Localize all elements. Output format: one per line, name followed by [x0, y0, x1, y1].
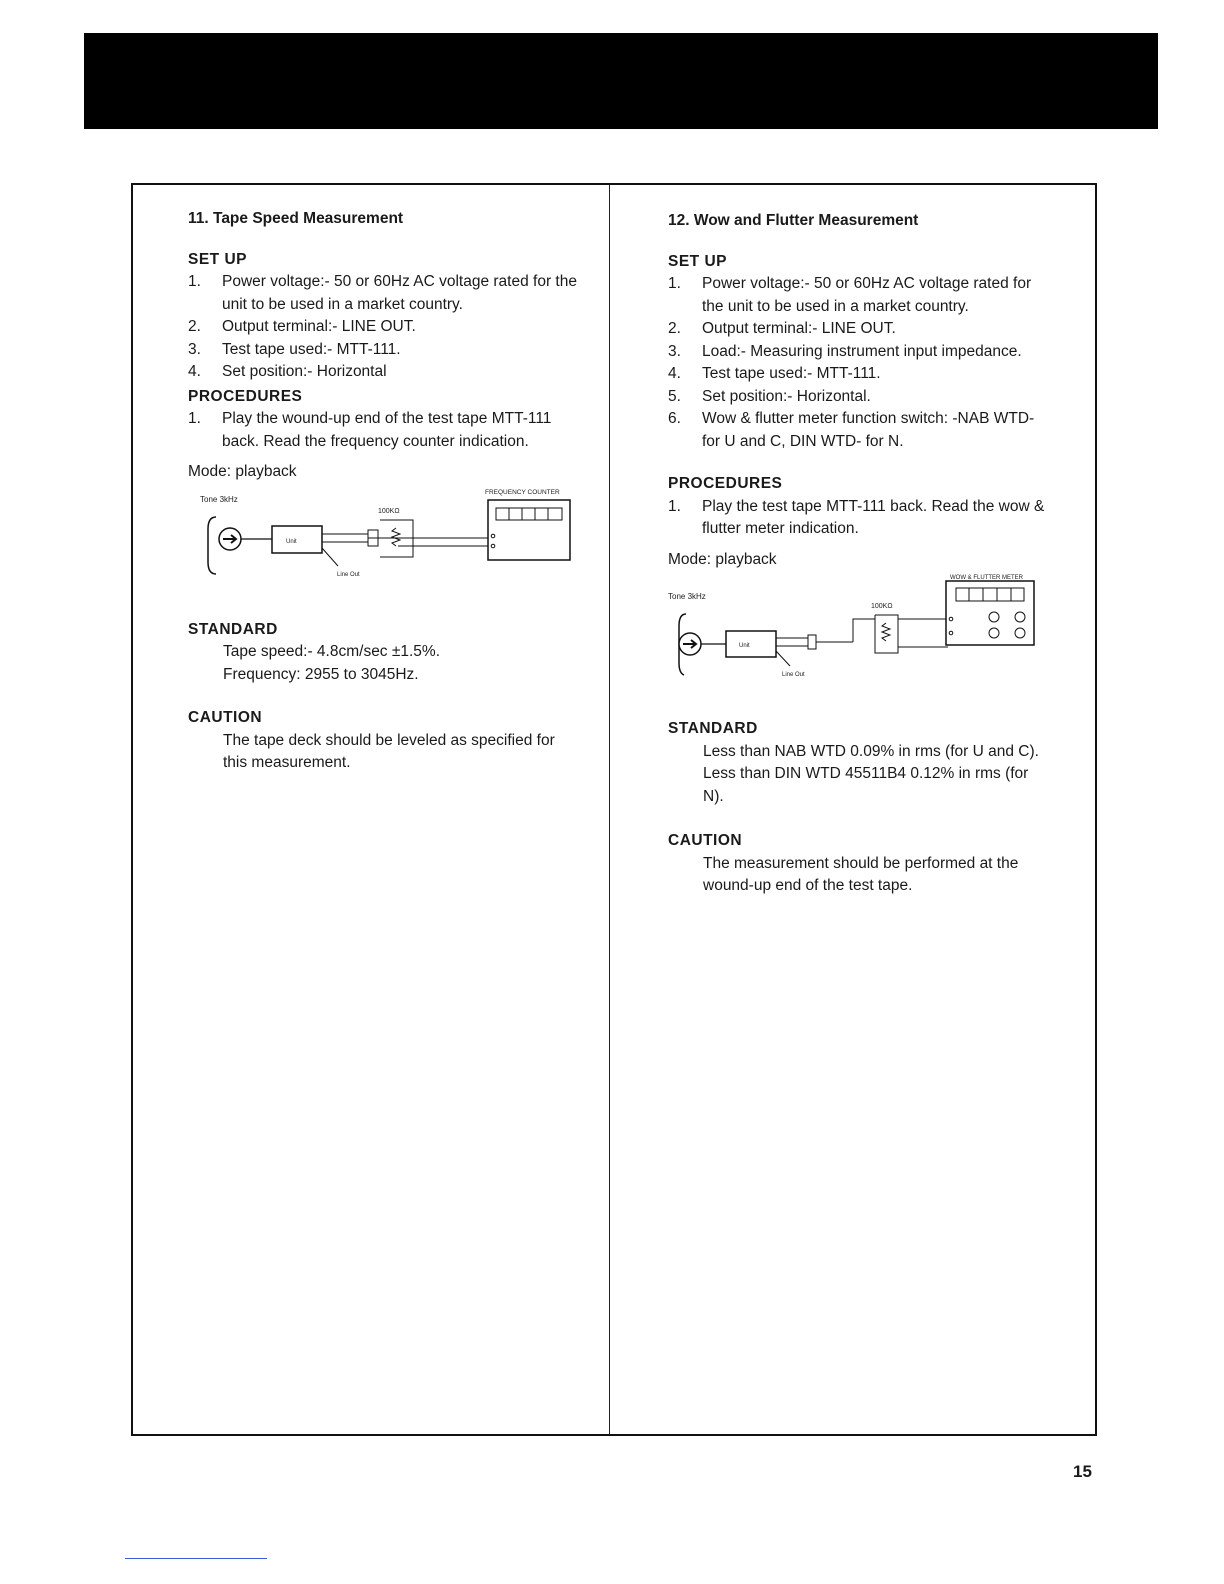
- section-title: 12. Wow and Flutter Measurement: [668, 212, 919, 229]
- item-number: 3.: [188, 340, 201, 358]
- item-number: 6.: [668, 410, 681, 427]
- section-tape-speed: [188, 208, 578, 775]
- resistor-label: 100KΩ: [871, 603, 893, 610]
- procedure-list: [668, 496, 1048, 541]
- item-text: Test tape used:- MTT-111.: [222, 340, 401, 358]
- tone-label: Tone 3kHz: [200, 494, 238, 504]
- unit-label: Unit: [286, 538, 297, 545]
- item-number: 5.: [668, 387, 681, 405]
- item-text: Play the test tape MTT-111 back. Read the wow & flutter meter indication.: [702, 497, 1045, 537]
- item-number: 2.: [668, 320, 681, 337]
- item-number: 4.: [188, 363, 201, 380]
- list-item: [188, 316, 578, 339]
- item-number: 2.: [188, 318, 201, 335]
- procedures-label: PROCEDURES: [668, 475, 783, 492]
- tape-reel-icon: [208, 517, 216, 574]
- standard-line: Tape speed:- 4.8cm/sec ±1.5%.: [223, 643, 441, 660]
- standard-line: Less than NAB WTD 0.09% in rms (for U and C).: [703, 742, 1039, 760]
- list-item: [188, 339, 578, 362]
- standard-line: Less than DIN WTD 45511B4 0.12% in rms (for N).: [703, 765, 1029, 805]
- mode-text: Mode: playback: [188, 463, 297, 480]
- caution-text: The measurement should be performed at the wound-up end of the test tape.: [703, 854, 1019, 894]
- section-title: 11. Tape Speed Measurement: [188, 210, 404, 227]
- item-number: 1.: [188, 410, 201, 427]
- list-item: [668, 363, 1048, 386]
- caution-label: CAUTION: [188, 709, 263, 726]
- tone-label: Tone 3kHz: [668, 592, 706, 601]
- resistor-label: 100KΩ: [378, 507, 400, 515]
- line-out-label: Line Out: [337, 571, 360, 578]
- item-number: 1.: [668, 275, 681, 292]
- instrument-label: WOW & FLUTTER METER: [950, 575, 1023, 581]
- meter-knob-icon: [989, 612, 999, 622]
- column-divider: [609, 185, 610, 1434]
- standard-label: STANDARD: [188, 620, 278, 638]
- item-text: Play the wound-up end of the test tape MTT-111 back. Read the frequency counter indication.: [222, 410, 552, 450]
- resistor-icon: [882, 623, 890, 641]
- setup-label: SET UP: [668, 252, 727, 270]
- list-item: [668, 496, 1048, 541]
- list-item: [188, 361, 578, 384]
- meter-knob-icon: [1015, 628, 1025, 638]
- frequency-counter-diagram: [188, 484, 578, 589]
- section-wow-flutter: [668, 210, 1048, 898]
- header-banner: [84, 33, 1158, 129]
- caution-text: The tape deck should be leveled as specified for this measurement.: [223, 731, 555, 771]
- item-text: Test tape used:- MTT-111.: [702, 365, 881, 382]
- wow-flutter-diagram: [668, 571, 1048, 686]
- unit-box: [272, 526, 322, 553]
- standard-label: STANDARD: [668, 720, 758, 737]
- list-item: [668, 341, 1048, 364]
- list-item: [668, 318, 1048, 341]
- item-text: Output terminal:- LINE OUT.: [222, 318, 416, 335]
- list-item: [668, 408, 1048, 453]
- unit-box: [726, 631, 776, 657]
- list-item: [668, 273, 1048, 318]
- caution-label: CAUTION: [668, 832, 743, 849]
- setup-list: [188, 271, 578, 384]
- procedures-label: PROCEDURES: [188, 387, 303, 405]
- list-item: [188, 408, 578, 453]
- setup-label: SET UP: [188, 250, 247, 268]
- standard-line: Frequency: 2955 to 3045Hz.: [223, 665, 419, 683]
- item-text: Set position:- Horizontal.: [702, 387, 871, 405]
- setup-list: [668, 273, 1048, 453]
- instrument-label: FREQUENCY COUNTER: [485, 488, 560, 496]
- footer-rule: [125, 1558, 267, 1559]
- item-text: Power voltage:- 50 or 60Hz AC voltage rated for the unit to be used in a market country.: [702, 275, 1032, 315]
- line-out-label: Line Out: [782, 672, 805, 678]
- item-number: 1.: [188, 273, 201, 290]
- item-number: 1.: [668, 497, 681, 515]
- resistor-icon: [392, 528, 400, 546]
- item-text: Set position:- Horizontal: [222, 363, 387, 380]
- page-number: 15: [1073, 1462, 1092, 1481]
- mode-text: Mode: playback: [668, 550, 777, 568]
- unit-label: Unit: [739, 643, 750, 649]
- list-item: [188, 271, 578, 316]
- item-text: Wow & flutter meter function switch: -NAB WTD- for U and C, DIN WTD- for N.: [702, 410, 1035, 450]
- meter-knob-icon: [989, 628, 999, 638]
- procedure-list: [188, 408, 578, 453]
- list-item: [668, 386, 1048, 409]
- item-text: Output terminal:- LINE OUT.: [702, 320, 896, 337]
- item-text: Load:- Measuring instrument input impedance.: [702, 342, 1022, 360]
- item-number: 3.: [668, 342, 681, 360]
- counter-display: [496, 508, 562, 520]
- item-text: Power voltage:- 50 or 60Hz AC voltage rated for the unit to be used in a market country.: [222, 273, 577, 313]
- meter-display: [956, 588, 1024, 601]
- item-number: 4.: [668, 365, 681, 382]
- meter-knob-icon: [1015, 612, 1025, 622]
